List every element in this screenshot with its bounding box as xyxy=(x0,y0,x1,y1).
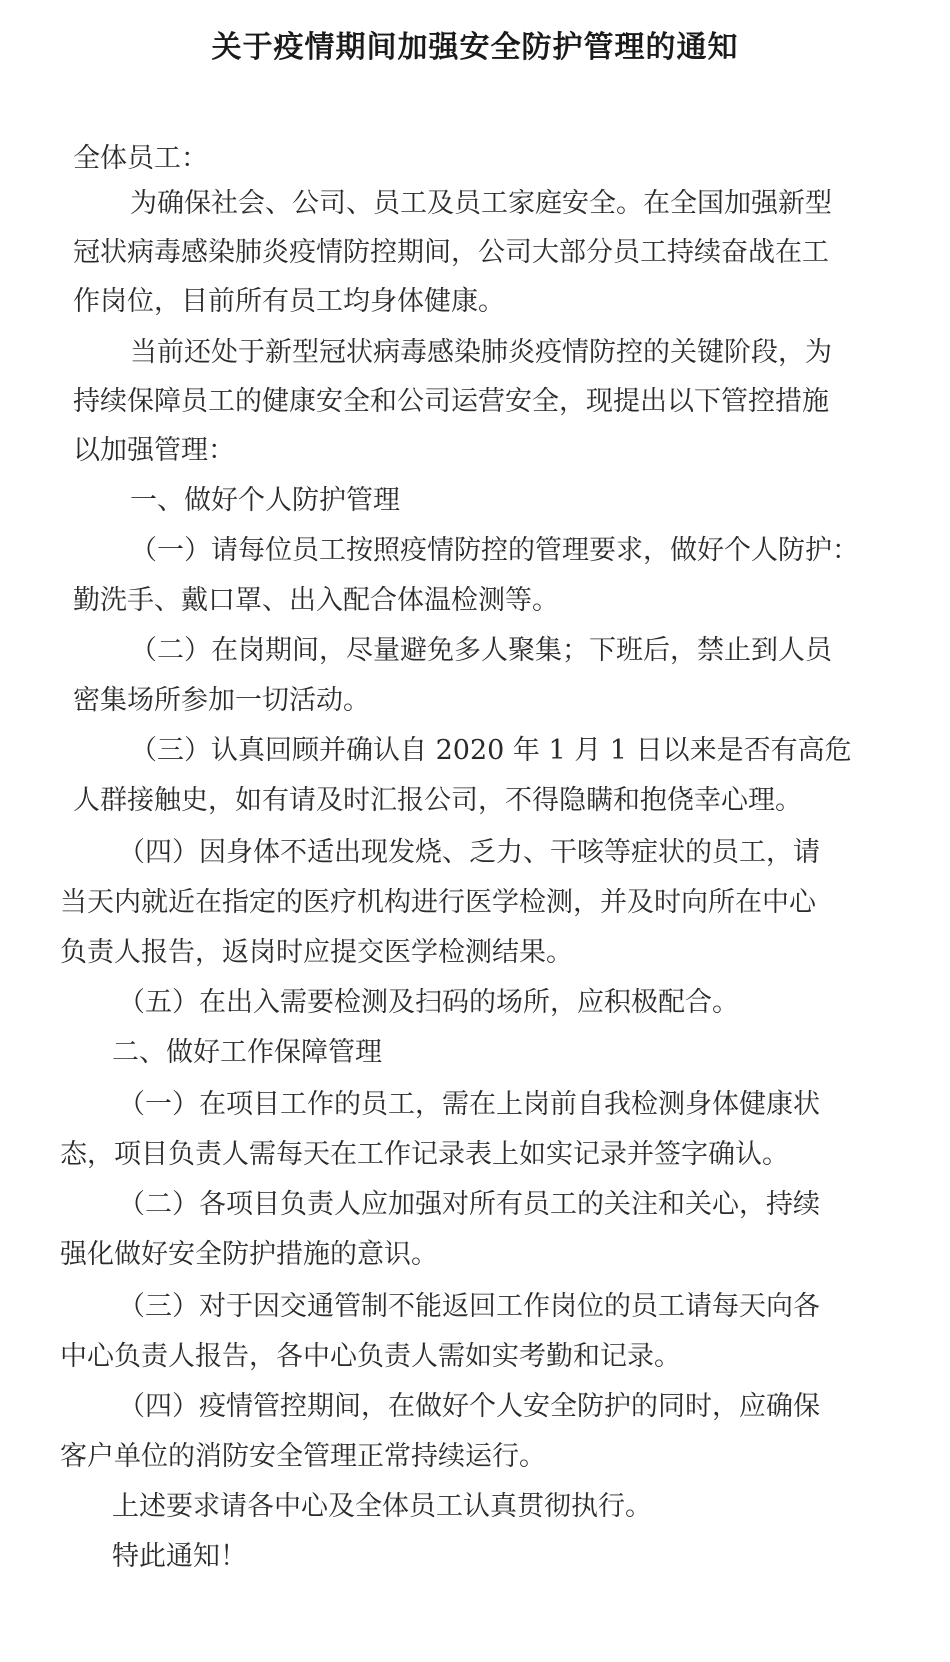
text-line: 负责人报告，返岗时应提交医学检测结果。 xyxy=(60,937,573,968)
text-line: 作岗位，目前所有员工均身体健康。 xyxy=(73,286,505,317)
section-heading: 二、做好工作保障管理 xyxy=(112,1037,382,1068)
text-line: 人群接触史，如有请及时汇报公司，不得隐瞒和抱侥幸心理。 xyxy=(73,785,802,816)
text-line: （三）认真回顾并确认自 2020 年 1 月 1 日以来是否有高危 xyxy=(130,735,852,766)
text-line: 密集场所参加一切活动。 xyxy=(73,685,370,716)
text-line: （四）疫情管控期间，在做好个人安全防护的同时，应确保 xyxy=(118,1391,820,1422)
text-line: （一）请每位员工按照疫情防控的管理要求，做好个人防护： xyxy=(130,535,859,566)
text-line: 冠状病毒感染肺炎疫情防控期间，公司大部分员工持续奋战在工 xyxy=(73,237,829,268)
text-line: （三）对于因交通管制不能返回工作岗位的员工请每天向各 xyxy=(118,1291,820,1322)
text-line: 当天内就近在指定的医疗机构进行医学检测，并及时向所在中心 xyxy=(60,887,816,918)
text-line: （四）因身体不适出现发烧、乏力、干咳等症状的员工，请 xyxy=(118,837,820,868)
text-line: 当前还处于新型冠状病毒感染肺炎疫情防控的关键阶段，为 xyxy=(130,337,832,368)
closing-line: 特此通知！ xyxy=(112,1541,247,1572)
document-title: 关于疫情期间加强安全防护管理的通知 xyxy=(211,30,739,65)
text-line: （五）在出入需要检测及扫码的场所，应积极配合。 xyxy=(118,987,739,1018)
text-line: （一）在项目工作的员工，需在上岗前自我检测身体健康状 xyxy=(118,1089,820,1120)
text-line: 持续保障员工的健康安全和公司运营安全，现提出以下管控措施 xyxy=(73,386,829,417)
section-heading: 一、做好个人防护管理 xyxy=(130,485,400,516)
text-line: 态，项目负责人需每天在工作记录表上如实记录并签字确认。 xyxy=(60,1139,789,1170)
text-line: 客户单位的消防安全管理正常持续运行。 xyxy=(60,1441,546,1472)
closing-line: 上述要求请各中心及全体员工认真贯彻执行。 xyxy=(112,1491,652,1522)
text-line: 为确保社会、公司、员工及员工家庭安全。在全国加强新型 xyxy=(130,188,832,219)
text-line: 以加强管理： xyxy=(73,435,235,466)
text-line: 勤洗手、戴口罩、出入配合体温检测等。 xyxy=(73,585,559,616)
text-line: （二）在岗期间，尽量避免多人聚集；下班后，禁止到人员 xyxy=(130,635,832,666)
salutation: 全体员工： xyxy=(73,143,208,174)
text-line: 中心负责人报告，各中心负责人需如实考勤和记录。 xyxy=(60,1341,681,1372)
text-line: 强化做好安全防护措施的意识。 xyxy=(60,1239,438,1270)
text-line: （二）各项目负责人应加强对所有员工的关注和关心，持续 xyxy=(118,1189,820,1220)
